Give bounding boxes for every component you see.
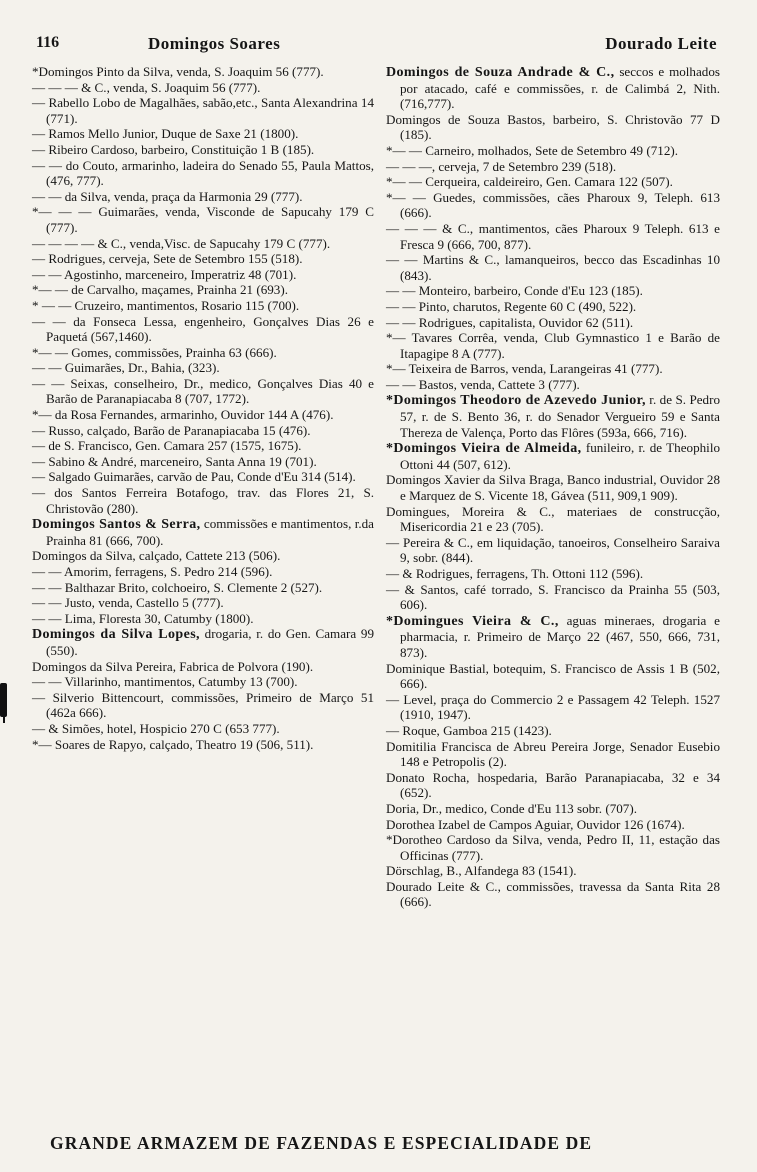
directory-entry xyxy=(32,298,374,314)
directory-entry xyxy=(32,469,374,485)
entry-text: funileiro, r. de Theophilo Ottoni 44 (507, 612). xyxy=(400,440,721,472)
running-head-left: Domingos Soares xyxy=(148,34,281,53)
directory-entry xyxy=(386,143,720,159)
entry-text: — & Rodrigues, ferragens, Th. Ottoni 112 (596). xyxy=(386,566,644,581)
binding-mark xyxy=(0,683,7,717)
entry-text: — Rodrigues, cerveja, Sete de Setembro 155 (518). xyxy=(32,251,303,267)
entry-text: drogaria, r. do Gen. Camara 99 (550). xyxy=(46,626,375,658)
entry-text: *— — Cerqueira, caldeireiro, Gen. Camara 122 (507). xyxy=(386,174,673,190)
running-head-right: Dourado Leite xyxy=(605,34,717,53)
right-column xyxy=(386,64,720,910)
directory-entry xyxy=(32,721,374,737)
directory-entry xyxy=(32,438,374,454)
entry-text: — — — & C., mantimentos, cães Pharoux 9 Teleph. 613 e Fresca 9 (666, 700, 877). xyxy=(386,220,720,252)
directory-entry xyxy=(32,80,374,96)
entry-text: — Sabino & André, marceneiro, Santa Anna 19 (701). xyxy=(32,453,317,469)
entry-text: Domingos da Silva Pereira, Fabrica de Polvora (190). xyxy=(32,658,314,674)
entry-text: Dorothea Izabel de Campos Aguiar, Ouvidor 126 (1674). xyxy=(386,816,685,832)
directory-entry xyxy=(386,330,720,361)
directory-entry xyxy=(386,377,720,393)
entry-name-bold: Domingos Santos & Serra, xyxy=(32,517,201,533)
directory-entry xyxy=(32,626,374,658)
entry-text: r. de S. Pedro 57, r. de S. Bento 36, r. do Senador Vergueiro 59 e Santa Thereza de Valença, Porto das Flôres (593a, 666, 716). xyxy=(400,392,720,440)
directory-entry xyxy=(32,690,374,721)
entry-text: Domingos Xavier da Silva Braga, Banco industrial, Ouvidor 28 e Marquez de S. Vicente 18, Gávea (511, 909,1 909). xyxy=(386,472,720,504)
entry-text: Domingos de Souza Bastos, barbeiro, S. Christovão 77 D (185). xyxy=(386,111,720,143)
entry-text: — — —, cerveja, 7 de Setembro 239 (518). xyxy=(386,158,617,174)
entry-text: *— — Carneiro, molhados, Sete de Setembro 49 (712). xyxy=(386,142,679,158)
directory-entry xyxy=(386,692,720,723)
directory-entry xyxy=(32,564,374,580)
directory-entry xyxy=(386,723,720,739)
directory-entry xyxy=(386,472,720,503)
entry-text: Donato Rocha, hospedaria, Barão Paranapiacaba, 32 e 34 (652). xyxy=(386,769,720,801)
entry-text: — — Villarinho, mantimentos, Catumby 13 (700). xyxy=(32,674,298,690)
entry-text: — Salgado Guimarães, carvão de Pau, Conde d'Eu 314 (514). xyxy=(32,469,356,485)
entry-text: — Russo, calçado, Barão de Paranapiacaba 15 (476). xyxy=(32,422,311,438)
entry-text: * — — Cruzeiro, mantimentos, Rosario 115 (700). xyxy=(32,297,300,313)
entry-text: — & Simões, hotel, Hospicio 270 C (653 777). xyxy=(32,720,280,736)
entry-text: — dos Santos Ferreira Botafogo, trav. das Flores 21, S. Christovão (280). xyxy=(32,485,374,516)
entry-text: — — Agostinho, marceneiro, Imperatriz 48 (701). xyxy=(32,266,297,282)
directory-entry xyxy=(386,613,720,661)
entry-text: — — Martins & C., lamanqueiros, becco das Escadinhas 10 (843). xyxy=(386,252,720,283)
directory-entry xyxy=(32,737,374,753)
directory-entry xyxy=(32,126,374,142)
entry-text: — — Guimarães, Dr., Bahia, (323). xyxy=(32,360,220,376)
entry-text: — Roque, Gamboa 215 (1423). xyxy=(386,722,552,738)
directory-entry xyxy=(386,283,720,299)
directory-entry xyxy=(386,174,720,190)
entry-text: — — Bastos, venda, Cattete 3 (777). xyxy=(386,376,580,392)
entry-text: *— — Guedes, commissões, cães Pharoux 9, Teleph. 613 (666). xyxy=(386,189,720,221)
directory-entry xyxy=(386,112,720,143)
directory-entry xyxy=(32,516,374,548)
left-column xyxy=(32,64,374,752)
directory-entry xyxy=(32,142,374,158)
directory-entry xyxy=(386,879,720,910)
entry-text: — Silverio Bittencourt, commissões, Primeiro de Março 51 (462a 666). xyxy=(32,689,374,721)
entry-text: — — Seixas, conselheiro, Dr., medico, Gonçalves Dias 40 e Barão de Paranapiacaba 8 (707, 1772). xyxy=(32,375,374,407)
entry-name-bold: *Domingos Vieira de Almeida, xyxy=(386,441,582,457)
footer-advertisement: GRANDE ARMAZEM DE FAZENDAS E ESPECIALIDADE DE xyxy=(50,1133,593,1153)
directory-entry xyxy=(32,64,374,80)
entry-text: — — da Fonseca Lessa, engenheiro, Gonçalves Dias 26 e Paquetá (567,1460). xyxy=(32,313,374,345)
entry-text: *— — de Carvalho, maçames, Prainha 21 (693). xyxy=(32,282,288,298)
entry-text: Dominique Bastial, botequim, S. Francisco de Assis 1 B (502, 666). xyxy=(386,660,720,692)
entry-text: — — Amorim, ferragens, S. Pedro 214 (596). xyxy=(32,564,273,579)
entry-text: Doria, Dr., medico, Conde d'Eu 113 sobr. (707). xyxy=(386,800,637,816)
directory-entry xyxy=(386,504,720,535)
directory-entry xyxy=(386,801,720,817)
entry-text: *— — Gomes, commissões, Prainha 63 (666). xyxy=(32,344,277,360)
directory-entry xyxy=(386,252,720,283)
directory-entry xyxy=(386,315,720,331)
directory-entry xyxy=(32,423,374,439)
directory-entry xyxy=(386,535,720,566)
directory-entry xyxy=(386,221,720,252)
directory-entry xyxy=(32,189,374,205)
directory-entry xyxy=(386,392,720,440)
directory-entry xyxy=(386,582,720,613)
entry-text: — — do Couto, armarinho, ladeira do Senado 55, Paula Mattos, (476, 777). xyxy=(32,157,374,189)
directory-entry xyxy=(32,674,374,690)
directory-entry xyxy=(32,485,374,516)
entry-text: — — Monteiro, barbeiro, Conde d'Eu 123 (185). xyxy=(386,283,643,299)
directory-entry xyxy=(32,204,374,235)
entry-text: Dourado Leite & C., commissões, travessa da Santa Rita 28 (666). xyxy=(386,878,720,910)
entry-text: — — Justo, venda, Castello 5 (777). xyxy=(32,595,224,611)
entry-text: *Domingos Pinto da Silva, venda, S. Joaquim 56 (777). xyxy=(32,64,324,79)
entry-text: *— — — Guimarães, venda, Visconde de Sapucahy 179 C (777). xyxy=(32,204,374,235)
directory-entry xyxy=(32,659,374,675)
entry-text: aguas mineraes, drogaria e pharmacia, r. Primeiro de Março 22 (467, 550, 666, 731, 873). xyxy=(400,612,720,660)
directory-entry xyxy=(32,158,374,189)
directory-entry xyxy=(386,299,720,315)
directory-entry xyxy=(32,376,374,407)
directory-entry xyxy=(386,770,720,801)
directory-entry xyxy=(32,236,374,252)
entry-text: — Pereira & C., em liquidação, tanoeiros, Conselheiro Saraiva 9, sobr. (844). xyxy=(386,534,720,566)
directory-entry xyxy=(32,345,374,361)
directory-entry xyxy=(386,566,720,582)
directory-entry xyxy=(386,190,720,221)
directory-entry xyxy=(386,159,720,175)
entry-text: commissões e mantimentos, r.da Prainha 81 (666, 700). xyxy=(46,516,374,548)
directory-entry xyxy=(32,314,374,345)
entry-name-bold: *Domingues Vieira & C., xyxy=(386,613,559,629)
entry-text: — Level, praça do Commercio 2 e Passagem 42 Teleph. 1527 (1910, 1947). xyxy=(386,691,720,723)
entry-text: Dörschlag, B., Alfandega 83 (1541). xyxy=(386,863,577,879)
entry-text: — Ramos Mello Junior, Duque de Saxe 21 (1800). xyxy=(32,126,299,142)
directory-entry xyxy=(32,251,374,267)
entry-text: *— da Rosa Fernandes, armarinho, Ouvidor 144 A (476). xyxy=(32,407,334,423)
directory-entry xyxy=(32,360,374,376)
directory-entry xyxy=(32,595,374,611)
entry-text: — — Lima, Floresta 30, Catumby (1800). xyxy=(32,610,254,626)
directory-entry xyxy=(32,282,374,298)
page-header xyxy=(36,34,717,56)
directory-entry xyxy=(386,661,720,692)
entry-text: — — — — & C., venda,Visc. de Sapucahy 179 C (777). xyxy=(32,235,331,251)
directory-entry xyxy=(32,267,374,283)
directory-entry xyxy=(386,361,720,377)
entry-text: — & Santos, café torrado, S. Francisco da Prainha 55 (503, 606). xyxy=(386,581,720,613)
directory-entry xyxy=(386,863,720,879)
entry-text: Domingues, Moreira & C., materiaes de construcção, Misericordia 21 e 23 (705). xyxy=(386,503,720,535)
directory-entry xyxy=(386,739,720,770)
directory-entry xyxy=(32,611,374,627)
entry-text: — Rabello Lobo de Magalhães, sabão,etc., Santa Alexandrina 14 (771). xyxy=(32,95,374,126)
directory-entry xyxy=(386,817,720,833)
directory-entry xyxy=(386,440,720,472)
entry-text: — — da Silva, venda, praça da Harmonia 29 (777). xyxy=(32,188,303,204)
entry-text: — Ribeiro Cardoso, barbeiro, Constituição 1 B (185). xyxy=(32,141,315,157)
directory-entry xyxy=(32,95,374,126)
entry-text: — — — & C., venda, S. Joaquim 56 (777). xyxy=(32,79,261,95)
directory-entry xyxy=(386,832,720,863)
entry-text: — — Rodrigues, capitalista, Ouvidor 62 (511). xyxy=(386,314,634,330)
entry-text: — — Pinto, charutos, Regente 60 C (490, 522). xyxy=(386,298,637,314)
directory-entry xyxy=(32,407,374,423)
directory-entry xyxy=(32,580,374,596)
entry-text: — — Balthazar Brito, colchoeiro, S. Clemente 2 (527). xyxy=(32,579,323,595)
entry-text: *— Soares de Rapyo, calçado, Theatro 19 (506, 511). xyxy=(32,736,314,752)
entry-text: *Dorotheo Cardoso da Silva, venda, Pedro II, 11, estação das Officinas (777). xyxy=(386,832,720,863)
entry-text: — de S. Francisco, Gen. Camara 257 (1575, 1675). xyxy=(32,438,302,454)
entry-text: Domingos da Silva, calçado, Cattete 213 (506). xyxy=(32,548,281,564)
entry-name-bold: Domingos de Souza Andrade & C., xyxy=(386,65,615,80)
entry-text: seccos e molhados por atacado, café e commissões, r. de Calimbá 2, Nith. (716,777). xyxy=(400,64,720,112)
directory-entry xyxy=(386,64,720,112)
entry-text: *— Tavares Corrêa, venda, Club Gymnastico 1 e Barão de Itapagipe 8 A (777). xyxy=(386,330,720,361)
entry-text: Domitilia Francisca de Abreu Pereira Jorge, Senador Eusebio 148 e Petropolis (2). xyxy=(386,738,720,770)
entry-name-bold: Domingos da Silva Lopes, xyxy=(32,627,200,643)
directory-entry xyxy=(32,454,374,470)
page-number: 116 xyxy=(36,34,60,51)
directory-entry xyxy=(32,548,374,564)
entry-name-bold: *Domingos Theodoro de Azevedo Junior, xyxy=(386,393,646,409)
entry-text: *— Teixeira de Barros, venda, Larangeiras 41 (777). xyxy=(386,361,663,377)
